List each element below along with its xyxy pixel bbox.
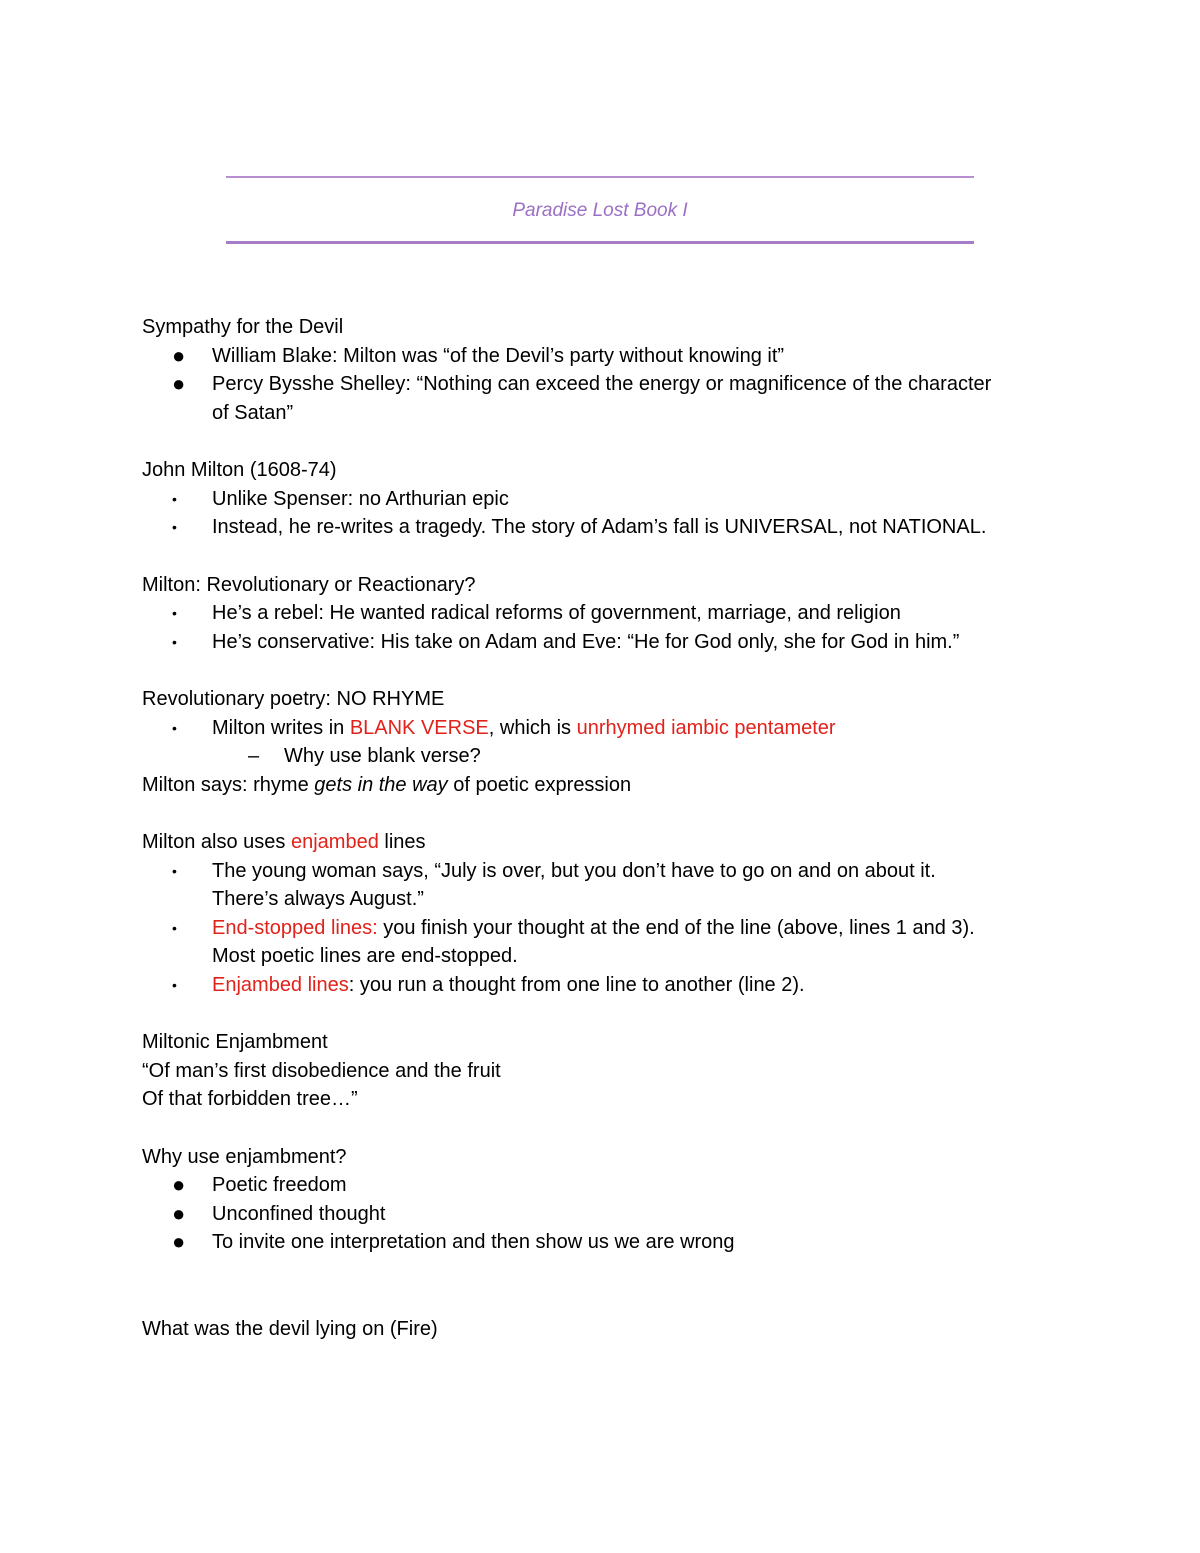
title-rule-top: [226, 176, 974, 178]
bullet-icon: •: [172, 719, 177, 736]
bullet-list: [142, 857, 1062, 1000]
bullet-icon: ●: [172, 342, 186, 368]
bullet-icon: ●: [172, 1229, 186, 1254]
quote-line: “Of man’s first disobedience and the fruit: [142, 1059, 501, 1082]
section-heading: Miltonic Enjambment: [142, 1031, 328, 1053]
bullet-icon: •: [172, 633, 177, 650]
bullet-icon: ●: [172, 371, 186, 396]
section-heading: Sympathy for the Devil: [142, 316, 344, 338]
list-item: ● To invite one interpretation and then show us we are wrong: [142, 1228, 1062, 1257]
bullet-icon: ●: [172, 1200, 186, 1226]
bullet-list: [142, 714, 1062, 743]
question-line: What was the devil lying on (Fire): [142, 1317, 438, 1340]
list-item: • End-stopped lines: you finish your thought at the end of the line (above, lines 1 and 3). Most poetic lines are end-stopped.: [142, 914, 1062, 971]
bullet-list: [142, 485, 1062, 542]
bullet-list: [142, 342, 1062, 428]
bullet-list: [142, 1171, 1062, 1257]
bullet-icon: •: [172, 976, 177, 993]
sub-list-item: – Why use blank verse?: [142, 742, 1062, 771]
list-item: • Unlike Spenser: no Arthurian epic: [142, 485, 1062, 514]
list-item: ● Poetic freedom: [142, 1171, 1062, 1200]
list-item: • Milton writes in BLANK VERSE, which is unrhymed iambic pentameter: [142, 714, 1062, 743]
section-heading: John Milton (1608-74): [142, 459, 337, 481]
title-block: [226, 176, 974, 244]
list-item: ● Percy Bysshe Shelley: “Nothing can exceed the energy or magnificence of the character of Satan”: [172, 371, 992, 424]
document-body: [142, 313, 1062, 1343]
quote-line: Of that forbidden tree…”: [142, 1088, 358, 1110]
highlight-term: Enjambed lines: [212, 973, 349, 996]
document-title: Paradise Lost Book I: [512, 200, 688, 221]
list-item: • He’s a rebel: He wanted radical reforms of government, marriage, and religion: [142, 599, 1062, 628]
list-item: • Enjambed lines: you run a thought from one line to another (line 2).: [142, 971, 1062, 1000]
bullet-list: [142, 599, 1062, 656]
highlight-term: BLANK VERSE: [349, 716, 489, 739]
dash-icon: –: [248, 745, 260, 767]
section-heading: Milton also uses enjambed lines: [142, 831, 426, 853]
section-heading: Revolutionary poetry: NO RHYME: [142, 688, 445, 710]
list-item: • Instead, he re-writes a tragedy. The story of Adam’s fall is UNIVERSAL, not NATIONAL.: [142, 513, 1062, 542]
list-item: • The young woman says, “July is over, but you don’t have to go on and on about it. There’s always August.”: [142, 857, 1062, 914]
highlight-term: enjambed: [290, 831, 379, 853]
highlight-term: unrhymed iambic pentameter: [576, 716, 836, 739]
bullet-icon: •: [172, 862, 177, 879]
section-heading: Why use enjambment?: [142, 1145, 347, 1168]
list-item: ● Unconfined thought: [142, 1200, 1062, 1229]
bullet-icon: •: [172, 490, 177, 507]
bullet-icon: •: [172, 919, 177, 936]
bullet-icon: •: [172, 605, 177, 621]
bullet-icon: ●: [172, 1172, 186, 1197]
highlight-term: End-stopped lines:: [212, 916, 378, 939]
paragraph: Milton says: rhyme gets in the way of poetic expression: [142, 773, 632, 796]
list-item: ● William Blake: Milton was “of the Devil’s party without knowing it”: [142, 342, 1062, 371]
bullet-icon: •: [172, 519, 177, 535]
title-rule-bottom: [226, 241, 974, 244]
list-item: • He’s conservative: His take on Adam and Eve: “He for God only, she for God in him.”: [142, 628, 1062, 657]
section-heading: Milton: Revolutionary or Reactionary?: [142, 573, 476, 596]
